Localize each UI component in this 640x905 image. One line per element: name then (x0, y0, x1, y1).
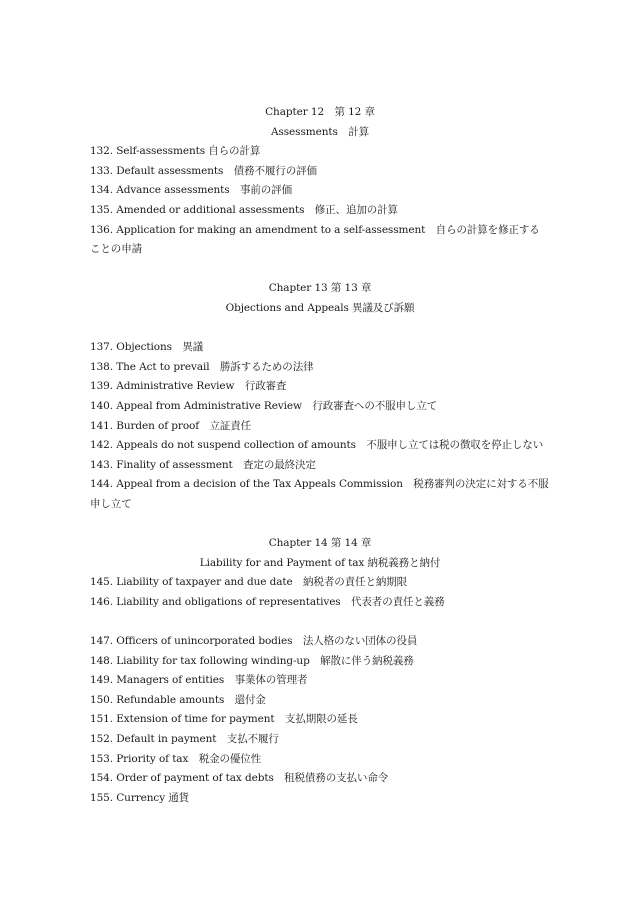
spacer (90, 514, 550, 534)
section-item: 137. Objections 異議 (90, 341, 204, 354)
section-item: 141. Burden of proof 立証責任 (90, 419, 252, 432)
section-item: 154. Order of payment of tax debts 租税債務の支払い命令 (90, 772, 389, 785)
section-item: 142. Appeals do not suspend collection of amounts 不服申し立ては税の徴収を停止しない (90, 439, 544, 452)
chapter-14 (90, 534, 550, 808)
section-item: 148. Liability for tax following winding-up 解散に伴う納税義務 (90, 654, 414, 667)
section-item: 134. Advance assessments 事前の評価 (90, 184, 292, 197)
section-item: 143. Finality of assessment 査定の最終決定 (90, 458, 316, 471)
chapter-heading: Chapter 13 第 13 章 (268, 282, 372, 295)
section-item: 151. Extension of time for payment 支払期限の延長 (90, 713, 358, 726)
section-item: 153. Priority of tax 税金の優位性 (90, 752, 262, 765)
section-item: 135. Amended or additional assessments 修正、追加の計算 (90, 203, 398, 216)
section-item: 136. Application for making an amendment to a self-assessment 自らの計算を修正することの申請 (90, 223, 540, 256)
section-item: 149. Managers of entities 事業体の管理者 (90, 674, 308, 687)
chapter-heading: Chapter 12 第 12 章 (265, 106, 375, 118)
section-item: 133. Default assessments 債務不履行の評価 (90, 164, 317, 177)
section-item: 150. Refundable amounts 還付金 (90, 693, 266, 706)
section-item: 146. Liability and obligations of representatives 代表者の責任と義務 (90, 595, 445, 608)
section-item: 144. Appeal from a decision of the Tax Appeals Commission 税務審判の決定に対する不服申し立て (90, 478, 549, 510)
section-item: 155. Currency 通貨 (90, 791, 190, 804)
section-item: 152. Default in payment 支払不履行 (90, 733, 279, 745)
chapter-12 (90, 103, 550, 260)
section-item: 145. Liability of taxpayer and due date 納税者の責任と納期限 (90, 576, 408, 589)
chapter-13 (90, 279, 550, 514)
chapter-subtitle: Assessments 計算 (271, 125, 369, 138)
section-item: 132. Self-assessments 自らの計算 (90, 145, 261, 158)
chapter-subtitle: Liability for and Payment of tax 納税義務と納付 (199, 556, 441, 569)
section-item: 139. Administrative Review 行政審査 (90, 380, 287, 393)
chapter-heading: Chapter 14 第 14 章 (268, 537, 372, 550)
spacer (90, 319, 550, 339)
section-item: 140. Appeal from Administrative Review 行政審査への不服申し立て (90, 399, 438, 412)
section-item: 138. The Act to prevail 勝訴するための法律 (90, 360, 314, 373)
document-page (90, 103, 550, 808)
spacer (90, 612, 550, 632)
spacer (90, 260, 550, 280)
section-item: 147. Officers of unincorporated bodies 法人格のない団体の役員 (90, 635, 418, 648)
chapter-subtitle: Objections and Appeals 異議及び訴願 (225, 301, 415, 314)
